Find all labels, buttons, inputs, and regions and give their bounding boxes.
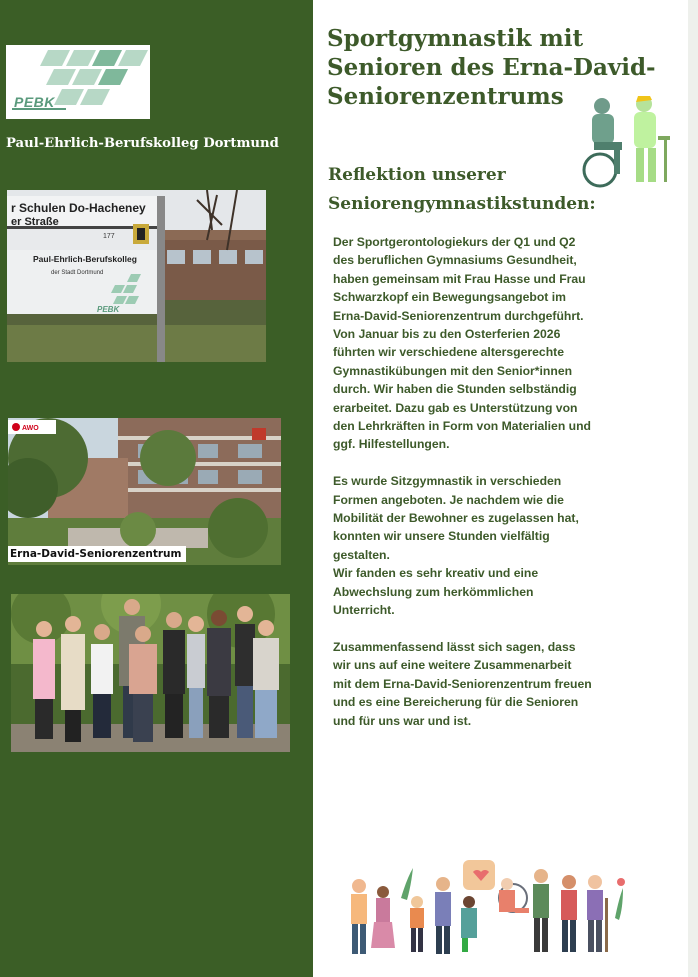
senior-center-caption: Erna-David-Seniorenzentrum [8,546,186,562]
text-line: den Lehrkräften in Form von Materialien und [333,419,592,434]
text-line: mit dem Erna-David-Seniorenzentrum freuen [333,676,592,691]
text-line: durch. Wir haben die Stunden selbständig [333,382,577,397]
text-line: und für uns war und ist. [333,713,472,728]
sidebar [0,0,313,977]
school-name: Paul-Ehrlich-Berufskolleg Dortmund [6,136,279,151]
subtitle [328,161,628,219]
text-line: wir uns auf eine weitere Zusammenarbeit [333,658,572,673]
title-line: Sportgymnastik mit [327,25,584,52]
text-line: Unterricht. [333,603,395,618]
text-line: Wir fanden es sehr kreativ und eine [333,566,539,581]
text-line: Erna-David-Seniorenzentrum durchgeführt. [333,308,584,323]
text-line: erarbeitet. Dazu gab es Unterstützung von [333,400,578,415]
paragraph-2 [333,472,633,619]
text-line: Formen angeboten. Je nachdem wie die [333,492,564,507]
photo-group [11,594,290,752]
subtitle-line: Reflektion unserer [328,165,506,185]
text-line: Schwarzkopf ein Bewegungsangebot im [333,290,566,305]
text-line: haben gemeinsam mit Frau Hasse und Frau [333,271,586,286]
text-line: Abwechslung zum herkömmlichen [333,584,534,599]
text-line: gestalten. [333,547,390,562]
paragraph-1 [333,233,633,454]
text-line: Von Januar bis zu den Osterferien 2026 [333,327,561,342]
photo-school-sign [7,190,266,362]
text-line: Mobilität der Bewohner es zugelassen hat, [333,511,579,526]
sign-name: Paul-Ehrlich-Berufskolleg [33,254,137,264]
logo-text: PEBK [14,94,55,110]
photo-senior-center [8,418,281,565]
text-line: Zusammenfassend lässt sich sagen, dass [333,639,576,654]
school-logo [6,45,150,119]
body-text [333,233,633,748]
text-line: und es eine Bereicherung für die Senioren [333,695,579,710]
sign-line2: er Straße [11,216,59,228]
sign-logo: PEBK [97,305,120,314]
title-line: Seniorenzentrums [327,83,564,110]
text-line: führten wir verschiedene altersgerechte [333,345,564,360]
diverse-people-icon [343,858,633,967]
text-line: Der Sportgerontologiekurs der Q1 und Q2 [333,235,576,249]
awo-badge: AWO [22,425,39,432]
page-edge [688,0,698,977]
text-line: des beruflichen Gymnasiums Gesundheit, [333,253,577,268]
text-line: Gymnastikübungen mit den Senior*innen [333,363,573,378]
text-line: ggf. Hilfestellungen. [333,437,450,452]
sign-line1: r Schulen Do-Hacheney [11,201,146,215]
sign-number: 177 [103,233,115,240]
sign-city: der Stadt Dortmund [51,270,104,276]
text-line: konnten wir unsere Stunden vielfältig [333,529,550,544]
text-line: Es wurde Sitzgymnastik in verschieden [333,474,562,489]
paragraph-3 [333,638,633,730]
subtitle-line: Seniorengymnastikstunden: [328,194,596,214]
main-content [313,0,688,977]
title-line: Senioren des Erna-David- [327,54,656,81]
